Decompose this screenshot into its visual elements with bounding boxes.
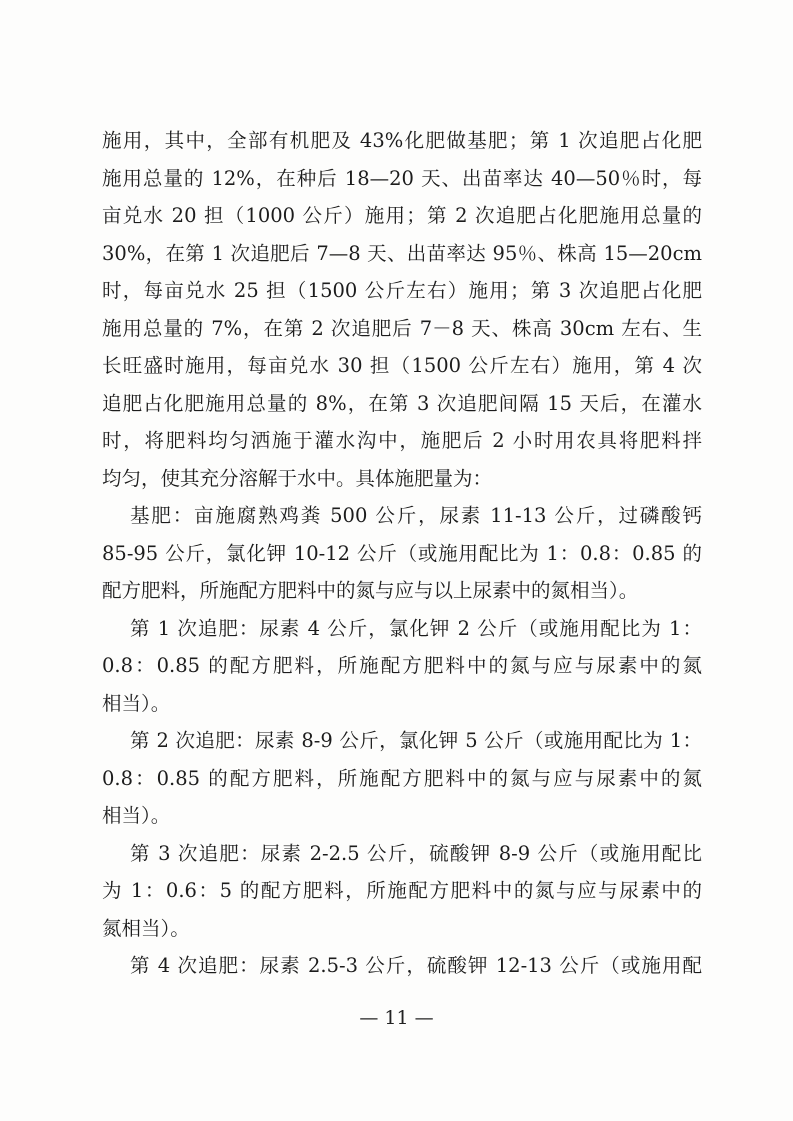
text-line: 均匀，使其充分溶解于水中。具体施肥量为： [102,466,493,490]
text-line: 30%，在第 1 次追肥后 7—8 天、出苗率达 95％、株高 15—20cm [102,241,702,265]
text-line: 氮相当）。 [102,916,190,940]
text-line: 时，将肥料均匀洒施于灌水沟中，施肥后 2 小时用农具将肥料拌 [102,429,702,452]
text-line: 配方肥料，所施配方肥料中的氮与应与以上尿素中的氮相当）。 [102,579,639,602]
text-line: 施用，其中，全部有机肥及 43%化肥做基肥；第 1 次追肥占化肥 [102,129,702,152]
paragraph-start: 第 2 次追肥：尿素 8-9 公斤，氯化钾 5 公斤（或施用配比为 1： [130,729,702,752]
paragraph-start: 第 4 次追肥：尿素 2.5-3 公斤，硫酸钾 12-13 公斤（或施用配 [130,954,702,977]
text-line: 相当）。 [102,804,171,827]
text-line: 长旺盛时施用，每亩兑水 30 担（1500 公斤左右）施用，第 4 次 [102,354,702,377]
page-number: — 11 — [359,1007,434,1029]
text-line: 施用总量的 12%，在种后 18—20 天、出苗率达 40—50％时，每 [102,166,702,190]
text-line: 施用总量的 7%，在第 2 次追肥后 7－8 天、株高 30cm 左右、生 [102,316,702,340]
paragraph-start: 基肥：亩施腐熟鸡粪 500 公斤，尿素 11-13 公斤，过磷酸钙 [130,504,702,527]
text-line: 时，每亩兑水 25 担（1500 公斤左右）施用；第 3 次追肥占化肥 [102,279,702,302]
text-line: 85-95 公斤，氯化钾 10-12 公斤（或施用配比为 1：0.8：0.85 的 [102,541,702,565]
text-line: 相当）。 [102,691,171,715]
text-line: 追肥占化肥施用总量的 8%，在第 3 次追肥间隔 15 天后，在灌水 [102,391,702,415]
text-line: 为 1：0.6：5 的配方肥料，所施配方肥料中的氮与应与尿素中的 [102,879,702,902]
paragraph-start: 第 1 次追肥：尿素 4 公斤，氯化钾 2 公斤（或施用配比为 1： [130,616,702,640]
text-line: 亩兑水 20 担（1000 公斤）施用；第 2 次追肥占化肥施用总量的 [102,204,702,227]
text-line: 0.8：0.85 的配方肥料，所施配方肥料中的氮与应与尿素中的氮 [102,766,702,790]
body-text [102,122,702,985]
text-line: 0.8：0.85 的配方肥料，所施配方肥料中的氮与应与尿素中的氮 [102,654,702,677]
paragraph-start: 第 3 次追肥：尿素 2-2.5 公斤，硫酸钾 8-9 公斤（或施用配比 [130,841,702,865]
